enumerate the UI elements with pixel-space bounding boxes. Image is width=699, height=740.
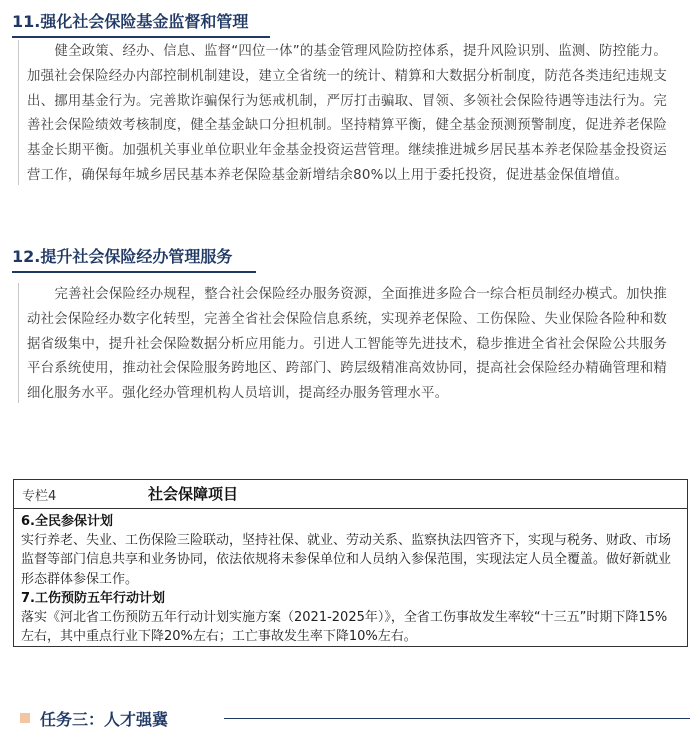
item-text: 实行养老、失业、工伤保险三险联动，坚持社保、就业、劳动关系、监察执法四管齐下，实现与税务、财政、市场监督等部门信息共享和业务协同，依法依规将未参保单位和人员纳入参保范围，实现法定人员全覆盖。做好新就业形态群体参保工作。 [21, 533, 672, 587]
section-12-paragraph: 完善社会保险经办规程，整合社会保险经办服务资源，全面推进多险合一综合柜员制经办模式。加快推动社会保险经办数字化转型，完善全省社会保险信息系统，实现养老保险、工伤保险、失业保险各险种和数据省级集中，提升社会保险数据分析应用能力。引进人工智能等先进技术，稳步推进全省社会保险公共服务平台系统使用，推动社会保险服务跨地区、跨部门、跨层级精准高效协同，提高社会保险经办精确管理和精细化服务水平。强化经办管理机构人员培训，提高经办服务管理水平。 [27, 287, 667, 402]
section-11-title: 11.强化社会保险基金监督和管理 [12, 12, 249, 31]
column-title: 社会保障项目 [148, 485, 239, 503]
item-title: 6.全民参保计划 [21, 514, 113, 529]
column-box [13, 479, 688, 647]
section-11-paragraph: 健全政策、经办、信息、监督“四位一体”的基金管理风险防控体系，提升风险识别、监测、防控能力。加强社会保险经办内部控制机制建设，建立全省统一的统计、精算和大数据分析制度，防范各类违纪违规支出、挪用基金行为。完善欺诈骗保行为惩戒机制，严厉打击骗取、冒领、多领社会保险待遇等违法行为。完善社会保险绩效考核制度，健全基金缺口分担机制。坚持精算平衡，健全基金预测预警制度，促进养老保险基金长期平衡。加强机关事业单位职业年金基金投资运营管理。继续推进城乡居民基本养老保险基金投资运营工作，确保每年城乡居民基本养老保险基金新增结余80%以上用于委托投资，促进基金保值增值。 [27, 44, 667, 183]
section-12-title: 12.提升社会保险经办管理服务 [12, 247, 233, 266]
section-11-body [27, 40, 667, 189]
item-title: 7.工伤预防五年行动计划 [21, 590, 165, 606]
section-11-heading [12, 8, 270, 38]
task-divider-line [224, 718, 690, 719]
left-rule [18, 40, 19, 185]
square-marker-icon [20, 713, 30, 723]
section-12-heading [12, 243, 256, 273]
section-12-body [27, 283, 667, 407]
task-heading [20, 705, 690, 733]
item-text: 落实《河北省工伤预防五年行动计划实施方案（2021-2025年）》，全省工伤事故发生率较“十三五”时期下降15%左右，其中重点行业下降20%左右；工亡事故发生率下降10%左右。 [21, 610, 668, 645]
column-label: 专栏4 [22, 489, 57, 504]
column-box-content [14, 509, 687, 646]
left-rule [18, 283, 19, 403]
heading-underline [12, 271, 256, 273]
column-box-header [14, 480, 687, 509]
task-label: 任务三：人才强冀 [40, 710, 169, 729]
heading-underline [12, 36, 270, 38]
